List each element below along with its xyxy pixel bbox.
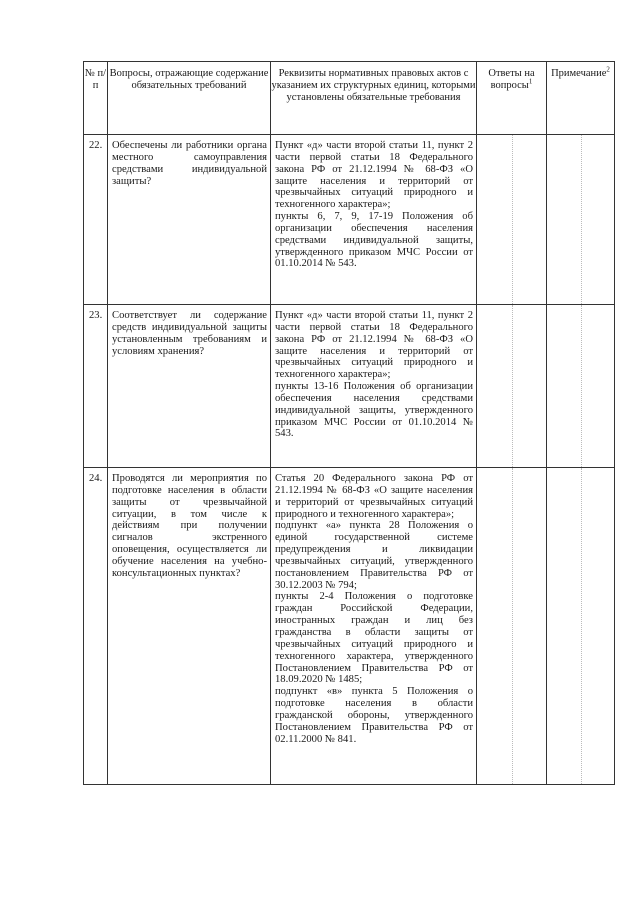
answer-cell[interactable] [477, 135, 547, 305]
row-number: 23. [84, 305, 108, 468]
requisite-item: пункты 6, 7, 9, 17-19 Положения об организации обеспечения населения средствами индивидуальной защиты, утвержденного приказом МЧС России от 01.10.2014 № 543. [275, 211, 473, 270]
row-requisites [271, 305, 477, 468]
answer-cell[interactable] [477, 468, 547, 785]
checklist-sheet [83, 61, 615, 785]
row-requisites [271, 135, 477, 305]
requisite-item: подпункт «а» пункта 28 Положения о единой государственной системе предупреждения и ликвидации чрезвычайных ситуаций, утвержденного постановлением Правительства РФ от 30.12.2003 № 794; [275, 520, 473, 591]
note-cell[interactable] [547, 468, 615, 785]
row-question: Проводятся ли мероприятия по подготовке населения в области защиты от чрезвычайной ситуации, в том числе к действиям при получении сигналов экстренного оповещения, осуществляется ли обучение населения на учебно-консультационных пунктах? [108, 468, 271, 785]
header-answers [477, 62, 547, 135]
faint-guide-line [581, 468, 582, 784]
header-requisites: Реквизиты нормативных правовых актов с указанием их структурных единиц, которыми установлены обязательные требования [271, 62, 477, 135]
note-cell[interactable] [547, 305, 615, 468]
table-header-row [84, 62, 615, 135]
requirements-table [83, 61, 615, 785]
table-row [84, 468, 615, 785]
requisite-item: Пункт «д» части второй статьи 11, пункт 2 части первой статьи 18 Федерального закона РФ от 21.12.1994 № 68-ФЗ «О защите населения и территорий от чрезвычайных ситуаций природного и техногенного характера»; [275, 310, 473, 381]
requisite-item: пункты 2-4 Положения о подготовке граждан Российской Федерации, иностранных граждан и лиц без гражданства в области защиты от чрезвычайных ситуаций природного и техногенного характера, утвержденного Постановлением Правительства РФ от 18.09.2020 № 1485; [275, 591, 473, 686]
faint-guide-line [512, 468, 513, 784]
requisite-item: подпункт «в» пункта 5 Положения о подготовке населения в области гражданской обороны, утвержденного Постановлением Правительства РФ от 02.11.2000 № 841. [275, 686, 473, 745]
row-question: Обеспечены ли работники органа местного самоуправления средствами индивидуальной защиты? [108, 135, 271, 305]
note-cell[interactable] [547, 135, 615, 305]
header-answers-label: Ответы на вопросы [488, 68, 535, 91]
faint-guide-line [512, 305, 513, 467]
header-note [547, 62, 615, 135]
row-number: 24. [84, 468, 108, 785]
faint-guide-line [512, 135, 513, 304]
row-requisites [271, 468, 477, 785]
row-number: 22. [84, 135, 108, 305]
requisite-item: Статья 20 Федерального закона РФ от 21.12.1994 № 68-ФЗ «О защите населения и территорий от чрезвычайных ситуаций природного и техногенного характера»; [275, 473, 473, 520]
header-number: № п/п [84, 62, 108, 135]
header-note-label: Примечание [551, 68, 607, 79]
requisite-item: Пункт «д» части второй статьи 11, пункт 2 части первой статьи 18 Федерального закона РФ от 21.12.1994 № 68-ФЗ «О защите населения и территорий от чрезвычайных ситуаций природного и техногенного характера»; [275, 140, 473, 211]
table-row [84, 135, 615, 305]
faint-guide-line [581, 305, 582, 467]
answer-cell[interactable] [477, 305, 547, 468]
header-answers-footnote: 1 [528, 77, 533, 86]
table-row [84, 305, 615, 468]
header-questions: Вопросы, отражающие содержание обязательных требований [108, 62, 271, 135]
faint-guide-line [581, 135, 582, 304]
row-question: Соответствует ли содержание средств индивидуальной защиты установленным требованиям и условиям хранения? [108, 305, 271, 468]
header-note-footnote: 2 [606, 65, 610, 74]
requisite-item: пункты 13-16 Положения об организации обеспечения населения средствами индивидуальной защиты, утвержденного приказом МЧС России от 01.10.2014 № 543. [275, 381, 473, 440]
